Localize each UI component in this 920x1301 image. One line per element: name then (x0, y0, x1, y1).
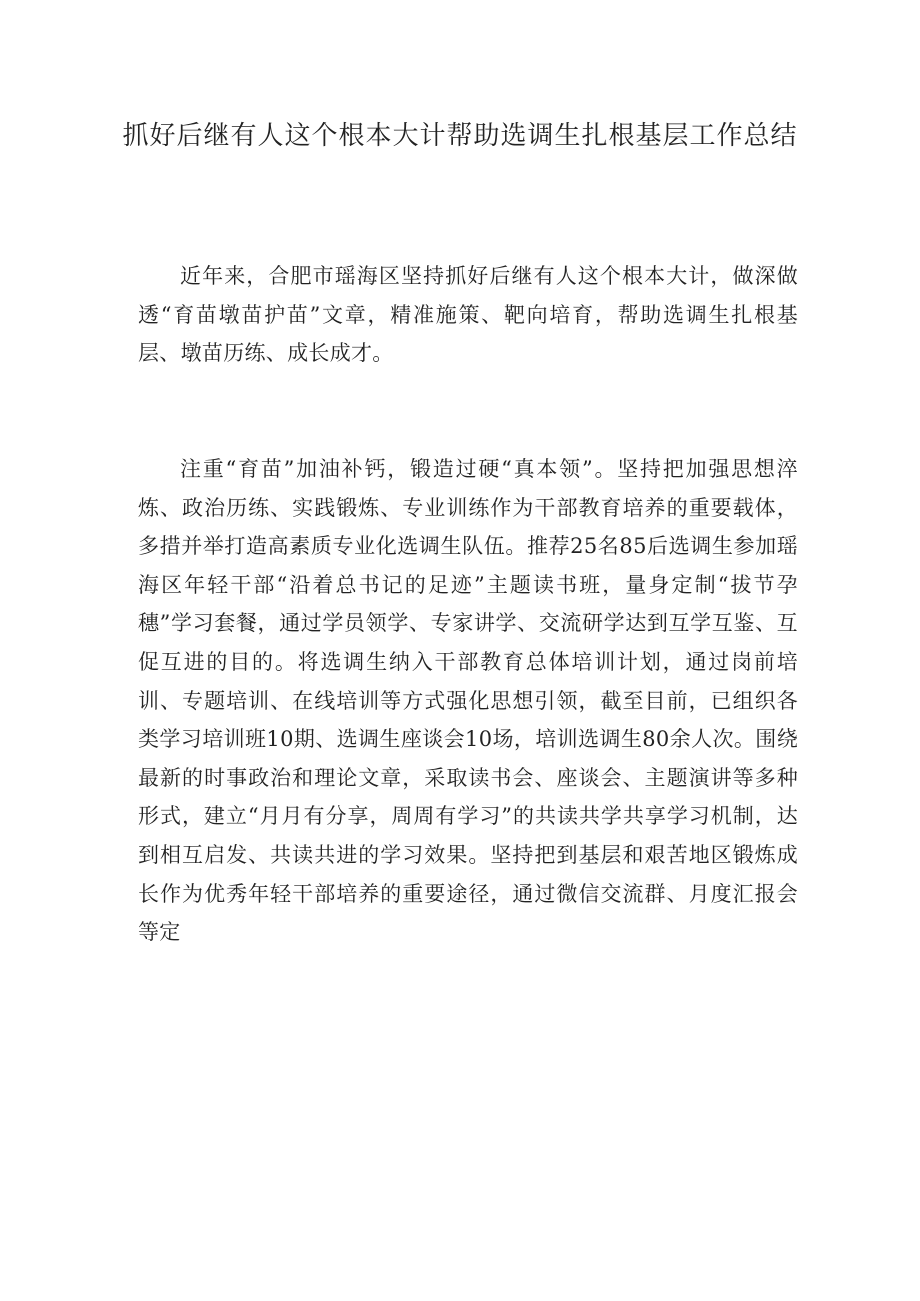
paragraph-cultivate: 注重“育苗”加油补钙，锻造过硬“真本领”。坚持把加强思想淬炼、政治历练、实践锻炼、专业训练作为干部教育培养的重要载体，多措并举打造高素质专业化选调生队伍。推荐25名85后选调生参加瑶海区年轻干部“沿着总书记的足迹”主题读书班，量身定制“拔节孕穗”学习套餐，通过学员领学、专家讲学、交流研学达到互学互鉴、互促互进的目的。将选调生纳入干部教育总体培训计划，通过岗前培训、专题培训、在线培训等方式强化思想引领，截至目前，已组织各类学习培训班10期、选调生座谈会10场，培训选调生80余人次。围绕最新的时事政治和理论文章，采取读书会、座谈会、主题演讲等多种形式，建立“月月有分享，周周有学习”的共读共学共享学习机制，达到相互启发、共读共进的学习效果。坚持把到基层和艰苦地区锻炼成长作为优秀年轻干部培养的重要途径，通过微信交流群、月度汇报会等定 (138, 457, 798, 945)
paragraph-intro: 近年来，合肥市瑶海区坚持抓好后继有人这个根本大计，做深做透“育苗墩苗护苗”文章，精准施策、靶向培育，帮助选调生扎根基层、墩苗历练、成长成才。 (138, 264, 798, 366)
document-title: 抓好后继有人这个根本大计帮助选调生扎根基层工作总结 (122, 121, 798, 151)
